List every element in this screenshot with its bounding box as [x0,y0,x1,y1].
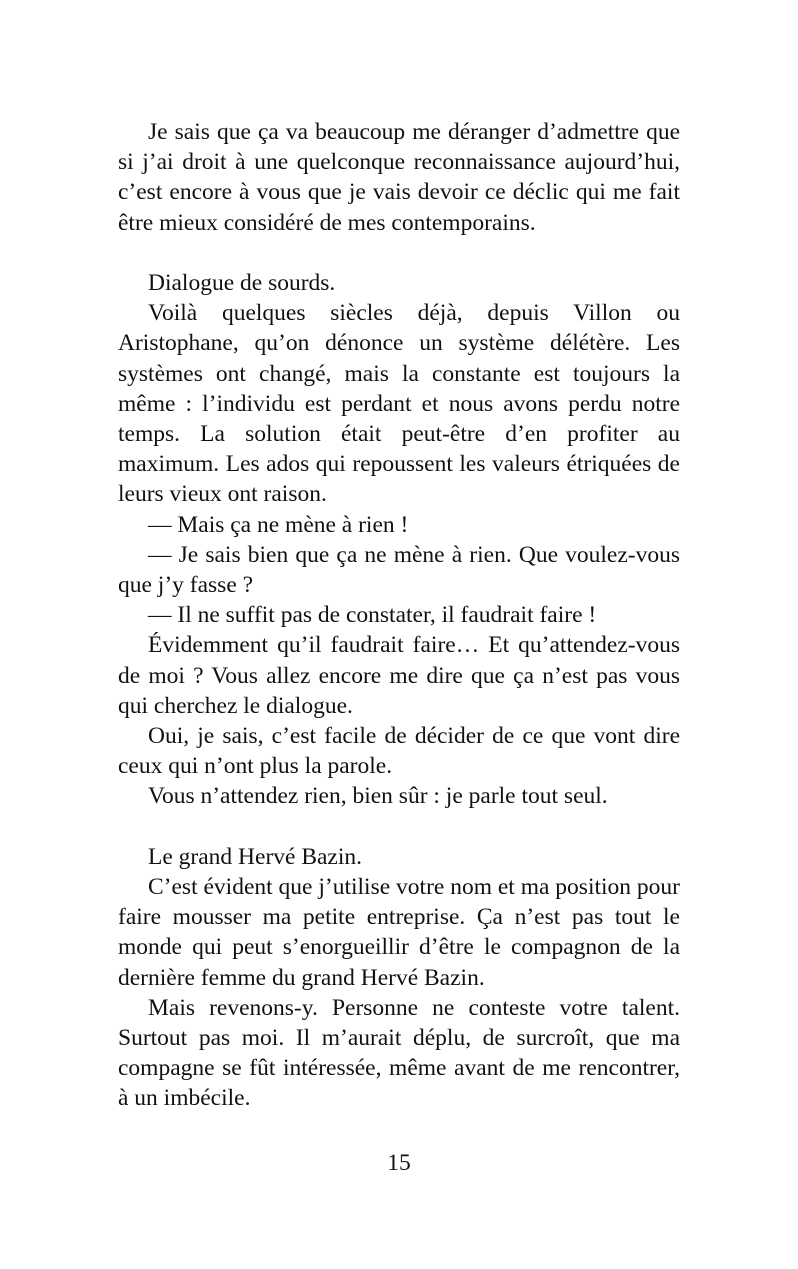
dialogue-line: — Je sais bien que ça ne mène à rien. Que voulez-vous que j’y fasse ? [118,541,680,599]
paragraph: Oui, je sais, c’est facile de décider de ce que vont dire ceux qui n’ont plus la parole. [118,723,680,780]
paragraph: C’est évident que j’utilise votre nom et ma position pour faire mousser ma petite entreprise. Ça n’est pas tout le monde qui peut s’enorgueillir d’être le compagnon de la dernière femme du grand Hervé Bazin. [118,874,680,991]
paragraph: Mais revenons-y. Personne ne conteste votre talent. Surtout pas moi. Il m’aurait déplu, de surcroît, que ma compagne se fût intéressée, même avant de me rencontrer, à un imbécile. [118,994,680,1112]
section-heading: Le grand Hervé Bazin. [148,843,363,870]
dialogue-line: — Mais ça ne mène à rien ! [148,511,409,538]
section-break [118,238,680,268]
paragraph: Je sais que ça va beaucoup me déranger d’admettre que si j’ai droit à une quelconque reconnaissance aujourd’hui, c’est encore à vous que je vais devoir ce déclic qui me fait être mieux considéré de mes contemporains. [118,119,680,236]
section-break [118,812,680,842]
paragraph: Vous n’attendez rien, bien sûr : je parle tout seul. [148,783,608,810]
paragraph: Évidemment qu’il faudrait faire… Et qu’attendez-vous de moi ? Vous allez encore me dire que ça n’est pas vous qui cherchez le dialogue. [118,632,680,719]
page-number: 15 [387,1150,411,1176]
dialogue-line: — Il ne suffit pas de constater, il faudrait faire ! [148,602,597,629]
paragraph: Voilà quelques siècles déjà, depuis Villon ou Aristophane, qu’on dénonce un système délétère. Les systèmes ont changé, mais la constante est toujours la même : l’individu est perdant et nous avons perdu notre temps. La solution était peut-être d’en profiter au maximum. Les ados qui repoussent les valeurs étriquées de leurs vieux ont raison. [118,300,680,508]
section-heading: Dialogue de sourds. [148,270,336,296]
body-text [118,117,680,1114]
